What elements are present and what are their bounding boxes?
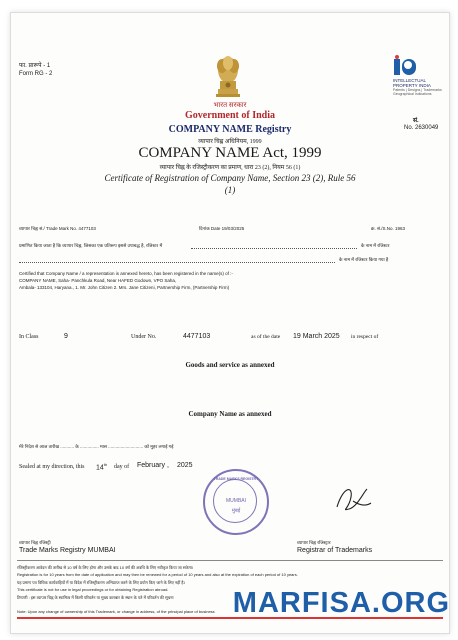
- sealed-hindi: मेरे निदेश से आज तारीख ........... के ............... मास ............................ को मुहर लगाई गई: [19, 444, 174, 449]
- note-hindi: टिप्पणी : इस व्यापार चिह्न के स्वामित्व में किसी परिवर्तन या मुख्य कारबार के स्थान के पते में परिवर्तन की सूचना: [17, 595, 174, 600]
- issue-date: दिनांक Date 19/03/2025: [199, 226, 245, 231]
- registry-hindi: व्यापार चिह्न रजिस्ट्री: [19, 540, 51, 545]
- dotted-line: [19, 262, 335, 263]
- sealed-label: Sealed at my direction, this: [19, 464, 85, 470]
- certificate-rule: (1): [224, 185, 236, 195]
- sealed-year: 2025: [177, 462, 193, 469]
- ip-india-name: INTELLECTUAL PROPERTY INDIA: [393, 78, 431, 88]
- registration-date: 19 March 2025: [293, 333, 340, 340]
- form-number: Form RG - 2: [19, 71, 53, 77]
- dotted-line: [191, 248, 357, 249]
- legal-note: This certificate is not for use in legal proceedings or for obtaining Registration abroad.: [17, 587, 169, 592]
- national-emblem-icon: [211, 53, 245, 99]
- registrar-hindi: व्यापार चिह्न रजिस्ट्रार: [297, 540, 331, 545]
- signature: [333, 483, 373, 515]
- owner-line-2: Ambala- 133104, Haryana., 1. Mr. John Citizen 2. Mrs. Jane Citizeni, Partnership Firm, (Partnership Firm): [19, 285, 230, 290]
- ip-india-tagline: Patents | Designs | Trademarks Geographical Indications: [393, 88, 442, 96]
- stamp-city-hindi: मुंबई: [231, 509, 241, 514]
- registry-title: COMPANY NAME Registry: [168, 124, 292, 135]
- serial-hindi: फा. प्रारूपे - 1: [19, 63, 51, 69]
- footer-divider: [17, 560, 443, 561]
- certificate-title: Certificate of Registration of Company Name, Section 23 (2), Rule 56: [104, 173, 356, 183]
- renewal-note: Registration is for 10 years from the date of application and may then be renewed for a period of 10 years and also at the expiration of each period of 10 years.: [17, 572, 298, 577]
- certified-statement: Certified that Company Name / a representation is annexed hereto, has been registered in the name(s) of :-: [19, 271, 233, 276]
- body-hindi-end-1: के नाम में रजिस्टर: [361, 243, 390, 248]
- section-hindi: व्यापार चिह्न के रजिस्ट्रीकरण का प्रमाण, धारा 23 (2), नियम 56 (1): [159, 165, 301, 171]
- stamp-city: MUMBAI: [226, 498, 246, 504]
- in-respect-of-label: in respect of: [351, 334, 379, 340]
- as-of-date-label: as of the date: [251, 334, 281, 340]
- ip-india-logo: [393, 55, 449, 96]
- government-of-india: Government of India: [185, 110, 275, 121]
- certificate-number: No. 2630049: [404, 125, 439, 131]
- in-class-label: In Class: [19, 334, 39, 340]
- class-value: 9: [64, 333, 68, 340]
- act-hindi: व्यापार चिह्न अधिनियम, 1999: [198, 139, 262, 145]
- under-no-value: 4477103: [183, 333, 211, 340]
- sealed-month: February ,: [137, 462, 169, 469]
- certificate-page: [10, 12, 450, 634]
- official-stamp: [203, 469, 269, 535]
- renewal-hindi: रजिस्ट्रीकरण आवेदन की तारीख से 10 वर्ष के लिए होगा और उसके बाद 10 वर्ष की अवधि के लिए नवीकृत किया जा सकेगा।: [17, 565, 194, 570]
- ownership-note: Note: Upon any change of ownership of this Trademark, or change in address, of the principal place of business: [17, 609, 215, 614]
- govt-hindi: भारत सरकार: [213, 101, 247, 109]
- body-hindi-line: प्रमाणित किया जाता है कि व्यापार चिह्न, जिसका एक प्रतिरूप इससे उपाबद्ध है, रजिस्टर में: [19, 243, 163, 248]
- act-title: COMPANY NAME Act, 1999: [138, 145, 322, 161]
- trade-mark-number: व्यापार चिह्न सं./ Trade Mark No. 4477103: [19, 226, 96, 231]
- sealed-day-of: day of: [114, 464, 130, 470]
- company-name-annexed: Company Name as annexed: [188, 410, 272, 418]
- trade-marks-registry: Trade Marks Registry MUMBAI: [19, 547, 116, 554]
- serial-number: क्र. सं./S.No. 1963: [371, 226, 406, 231]
- under-no-label: Under No.: [131, 334, 157, 340]
- goods-services: Goods and service as annexed: [185, 361, 275, 369]
- ip-india-icon: [393, 55, 419, 77]
- legal-hindi: यह प्रमाण पत्र विधिक कार्यवाहियों में या विदेश में रजिस्ट्रीकरण अभिप्राप्त करने के लिए प्रयोग किए जाने के लिए नहीं है।: [17, 580, 186, 585]
- sealed-day: 14th: [96, 462, 108, 472]
- registrar: Registrar of Trademarks: [297, 547, 373, 554]
- stamp-top-text: TRADE MARKS REGISTRY: [213, 477, 259, 481]
- owner-line-1: COMPANY NAME, Saha- Panchkula Road, Near HAFED Godown, VPO Saha,: [19, 278, 177, 283]
- body-hindi-end-2: के नाम में रजिस्टर किया गया है: [339, 257, 389, 262]
- watermark: MARFISA.ORG: [232, 587, 450, 619]
- number-hindi: सं.: [413, 118, 419, 124]
